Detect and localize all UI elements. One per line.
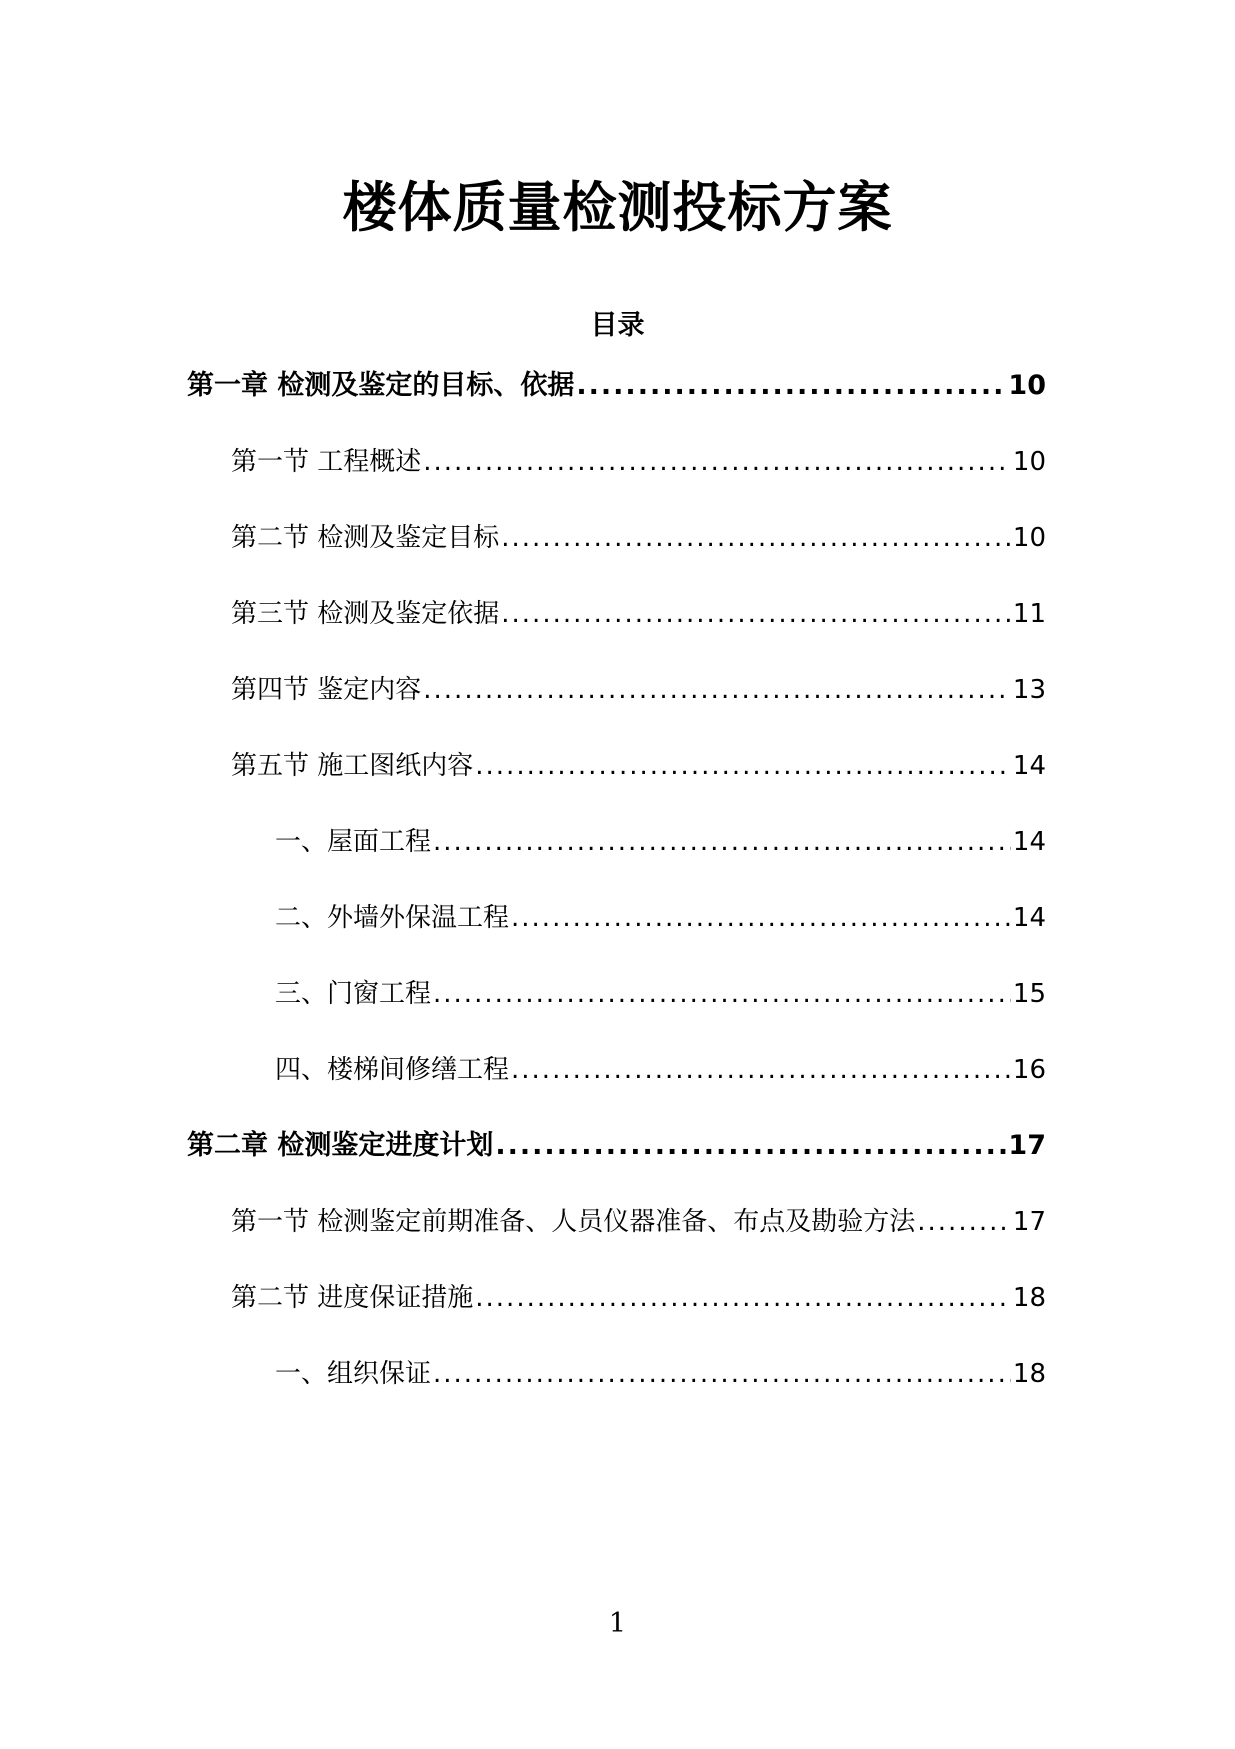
toc-dot-leader [576, 366, 1006, 406]
toc-entry-label: 第四节 鉴定内容 [231, 675, 422, 705]
toc-dot-leader [917, 1202, 1011, 1242]
toc-entry-page: 18 [1012, 1283, 1046, 1313]
toc-dot-leader [423, 442, 1011, 482]
toc-dot-leader [433, 974, 1011, 1014]
toc-entry-page: 10 [1012, 447, 1046, 477]
toc-dot-leader [511, 898, 1011, 938]
toc-entry-label: 一、屋面工程 [275, 827, 432, 857]
toc-entry-section[interactable] [231, 670, 1046, 710]
page-number: 1 [608, 1608, 627, 1639]
toc-entry-subsection[interactable] [275, 822, 1046, 862]
toc-dot-leader [475, 746, 1011, 786]
toc-dot-leader [433, 822, 1011, 862]
toc-entry-page: 14 [1012, 751, 1046, 781]
toc-entry-label: 第二节 检测及鉴定目标 [231, 523, 500, 553]
toc-entry-label: 第三节 检测及鉴定依据 [231, 599, 500, 629]
toc-heading: 目录 [590, 310, 645, 341]
toc-entry-label: 四、楼梯间修缮工程 [275, 1055, 510, 1085]
toc-entry-section[interactable] [231, 1202, 1046, 1242]
toc-dot-leader [475, 1278, 1011, 1318]
toc-dot-leader [501, 518, 1011, 558]
toc-entry-section[interactable] [231, 746, 1046, 786]
toc-entry-label: 第五节 施工图纸内容 [231, 751, 474, 781]
toc-dot-leader [433, 1354, 1011, 1394]
toc-entry-page: 10 [1008, 370, 1046, 401]
toc-entry-label: 三、门窗工程 [275, 979, 432, 1009]
toc-entry-page: 13 [1012, 675, 1046, 705]
toc-entry-page: 10 [1012, 523, 1046, 553]
toc-entry-section[interactable] [231, 442, 1046, 482]
toc-entry-page: 11 [1012, 599, 1046, 629]
toc-entry-page: 14 [1012, 903, 1046, 933]
toc-entry-section[interactable] [231, 518, 1046, 558]
toc-dot-leader [423, 670, 1011, 710]
toc-entry-page: 14 [1012, 827, 1046, 857]
toc-entry-label: 第一节 检测鉴定前期准备、人员仪器准备、布点及勘验方法 [231, 1207, 916, 1237]
toc-entry-subsection[interactable] [275, 1050, 1046, 1090]
toc-entry-label: 一、组织保证 [275, 1359, 432, 1389]
toc-entry-subsection[interactable] [275, 898, 1046, 938]
toc-entry-label: 第一节 工程概述 [231, 447, 422, 477]
toc-entry-label: 第二章 检测鉴定进度计划 [187, 1130, 494, 1161]
toc-dot-leader [511, 1050, 1011, 1090]
toc-entry-page: 18 [1012, 1359, 1046, 1389]
toc-dot-leader [495, 1126, 1006, 1166]
document-title: 楼体质量检测投标方案 [342, 176, 893, 239]
toc-dot-leader [501, 594, 1011, 634]
toc-entry-subsection[interactable] [275, 1354, 1046, 1394]
toc-entry-chapter-2[interactable] [187, 1126, 1046, 1166]
toc-entry-page: 15 [1012, 979, 1046, 1009]
toc-entry-section[interactable] [231, 594, 1046, 634]
toc-entry-subsection[interactable] [275, 974, 1046, 1014]
toc-entry-page: 17 [1008, 1130, 1046, 1161]
toc-entry-page: 16 [1012, 1055, 1046, 1085]
toc-entry-label: 第二节 进度保证措施 [231, 1283, 474, 1313]
toc-entry-section[interactable] [231, 1278, 1046, 1318]
toc-entry-label: 二、外墙外保温工程 [275, 903, 510, 933]
toc-entry-page: 17 [1012, 1207, 1046, 1237]
toc-entry-chapter-1[interactable] [187, 366, 1046, 406]
toc-entry-label: 第一章 检测及鉴定的目标、依据 [187, 370, 575, 401]
